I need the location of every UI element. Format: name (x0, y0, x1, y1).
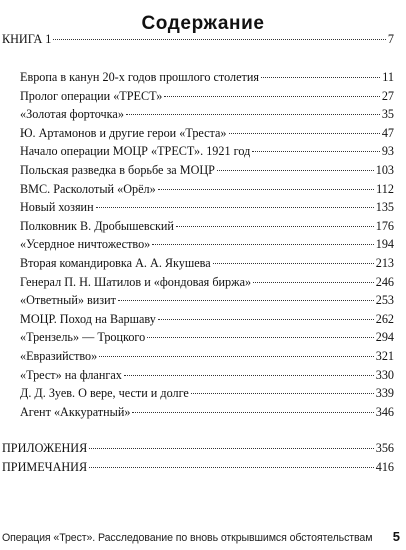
dot-leader (252, 151, 380, 152)
toc-entry (20, 199, 394, 215)
dot-leader (89, 467, 374, 468)
toc-label: «Трест» на флангах (20, 367, 122, 382)
dot-leader (158, 319, 374, 320)
toc-book-section (2, 31, 394, 47)
toc-label: Д. Д. Зуев. О вере, чести и долге (20, 386, 189, 401)
dot-leader (261, 77, 380, 78)
dot-leader (158, 189, 374, 190)
toc-entry (20, 311, 394, 327)
page-title: Содержание (141, 12, 265, 34)
dot-leader (152, 244, 373, 245)
dot-leader (118, 300, 374, 301)
toc-page-number: 321 (375, 349, 394, 363)
dot-leader (213, 263, 374, 264)
toc-page-number: 253 (375, 293, 394, 308)
toc-entry (20, 367, 394, 383)
toc-page-number: 35 (381, 107, 394, 122)
toc-page-number: 330 (375, 367, 394, 382)
toc-page-number: 262 (375, 311, 394, 326)
toc-entry (20, 236, 394, 252)
toc-label: Ю. Артамонов и другие герои «Треста» (20, 125, 227, 140)
toc-entry (20, 292, 394, 308)
toc-label: ВМС. Расколотый «Орёл» (20, 181, 156, 196)
toc-notes (2, 459, 394, 475)
toc-page-number: 339 (375, 386, 394, 401)
toc-page-number: 7 (387, 32, 394, 46)
toc-entry (20, 274, 394, 290)
toc-entry (20, 404, 394, 420)
toc-label: ПРИМЕЧАНИЯ (2, 459, 88, 474)
toc-label: МОЦР. Поход на Варшаву (20, 311, 156, 326)
page-number: 5 (392, 529, 400, 544)
dot-leader (132, 412, 373, 413)
toc-page-number: 294 (375, 330, 394, 345)
dot-leader (53, 39, 386, 40)
toc-entry (20, 255, 394, 271)
toc-page-number: 194 (375, 237, 394, 252)
toc-label: ПРИЛОЖЕНИЯ (2, 441, 88, 455)
toc-entry (20, 348, 394, 364)
toc-entry (20, 143, 394, 159)
toc-label: Полковник В. Дробышевский (20, 218, 174, 233)
toc-label: Генерал П. Н. Шатилов и «фондовая биржа» (20, 274, 252, 289)
toc-page-number: 176 (375, 218, 394, 233)
toc-page-number: 47 (381, 125, 394, 140)
toc-page-number: 416 (375, 459, 394, 474)
toc-label: Пролог операции «ТРЕСТ» (20, 88, 163, 103)
toc-appendices (2, 440, 394, 456)
toc-label: КНИГА 1 (2, 32, 52, 46)
toc-label: «Трензель» — Троцкого (20, 330, 146, 345)
toc-label: Агент «Аккуратный» (20, 404, 131, 419)
dot-leader (147, 337, 374, 338)
toc-page-number: 346 (375, 404, 394, 419)
toc-entry (20, 125, 394, 141)
page-footer (2, 529, 400, 547)
dot-leader (176, 226, 374, 227)
toc-entry (20, 162, 394, 178)
toc-label: «Ответный» визит (20, 293, 116, 308)
toc-label: Начало операции МОЦР «ТРЕСТ». 1921 год (20, 144, 251, 159)
toc-label: Польская разведка в борьбе за МОЦР (20, 163, 215, 177)
toc-page-number: 93 (381, 144, 394, 159)
toc-entry (20, 106, 394, 122)
toc-entry (20, 88, 394, 104)
dot-leader (99, 356, 373, 357)
toc-entry (20, 329, 394, 345)
toc-entry (20, 69, 394, 85)
dot-leader (217, 170, 374, 171)
dot-leader (89, 448, 373, 449)
dot-leader (253, 282, 374, 283)
toc-page-number: 112 (376, 181, 394, 196)
dot-leader (164, 96, 380, 97)
dot-leader (126, 114, 380, 115)
toc-entry (20, 218, 394, 234)
running-footer-title: Операция «Трест». Расследование по вновь открывшимся обстоятельствам (2, 532, 373, 544)
toc-label: Европа в канун 20-х годов прошлого столетия (20, 70, 259, 84)
dot-leader (229, 133, 380, 134)
toc-label: «Золотая форточка» (20, 107, 124, 122)
toc-entry (20, 181, 394, 197)
toc-page-number: 11 (382, 70, 394, 84)
toc-label: Вторая командировка А. А. Якушева (20, 256, 211, 270)
toc-page-number: 103 (375, 163, 394, 177)
toc-label: «Евразийство» (20, 349, 98, 363)
dot-leader (191, 393, 374, 394)
dot-leader (96, 207, 374, 208)
toc-page-number: 356 (375, 441, 394, 455)
dot-leader (124, 375, 374, 376)
toc-label: «Усердное ничтожество» (20, 237, 151, 252)
toc-page-number: 213 (375, 256, 394, 270)
toc-page-number: 135 (375, 200, 394, 215)
toc-page-number: 27 (381, 88, 394, 103)
toc-label: Новый хозяин (20, 200, 94, 215)
toc-entry (20, 385, 394, 401)
toc-page-number: 246 (375, 274, 394, 289)
